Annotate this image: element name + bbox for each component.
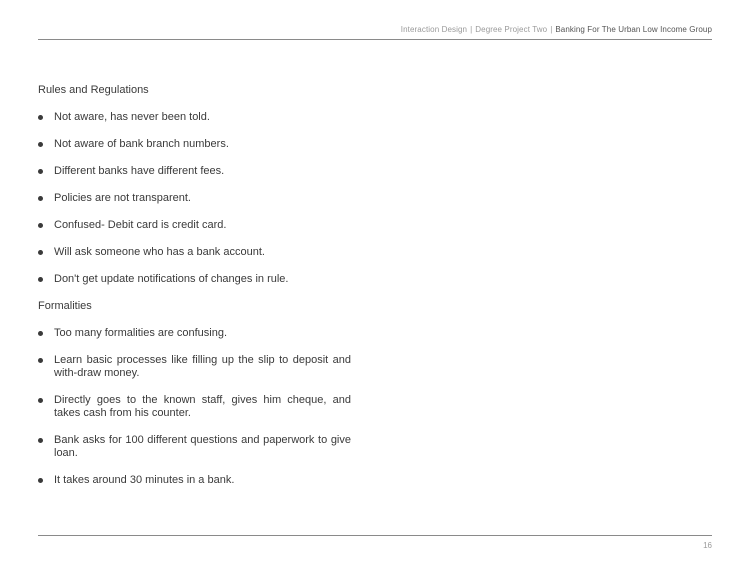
section-rules-and-regulations [38, 84, 351, 286]
list-item: Not aware, has never been told. [38, 111, 351, 124]
list-item: Bank asks for 100 different questions and paperwork to give loan. [38, 434, 351, 460]
list-item: Different banks have different fees. [38, 165, 351, 178]
section-heading: Formalities [38, 300, 92, 312]
header-divider [38, 39, 712, 40]
section-formalities [38, 300, 351, 487]
header-crumb-project: Degree Project Two [475, 25, 548, 34]
bullet-list [38, 111, 351, 286]
running-header [401, 25, 712, 34]
list-item: Not aware of bank branch numbers. [38, 138, 351, 151]
header-separator: | [550, 25, 553, 34]
page-content [38, 84, 351, 501]
list-item: Will ask someone who has a bank account. [38, 246, 351, 259]
list-item: Policies are not transparent. [38, 192, 351, 205]
list-item: It takes around 30 minutes in a bank. [38, 474, 351, 487]
header-current-title: Banking For The Urban Low Income Group [555, 25, 712, 34]
list-item: Confused- Debit card is credit card. [38, 219, 351, 232]
list-item: Don't get update notifications of changes in rule. [38, 273, 351, 286]
header-separator: | [470, 25, 473, 34]
header-crumb-course: Interaction Design [400, 25, 468, 34]
bullet-list [38, 327, 351, 487]
list-item: Directly goes to the known staff, gives him cheque, and takes cash from his counter. [38, 394, 351, 420]
section-heading: Rules and Regulations [38, 84, 149, 96]
list-item: Too many formalities are confusing. [38, 327, 351, 340]
page-number: 16 [703, 541, 712, 550]
list-item: Learn basic processes like filling up the slip to deposit and with-draw money. [38, 354, 351, 380]
footer-divider [38, 535, 712, 536]
